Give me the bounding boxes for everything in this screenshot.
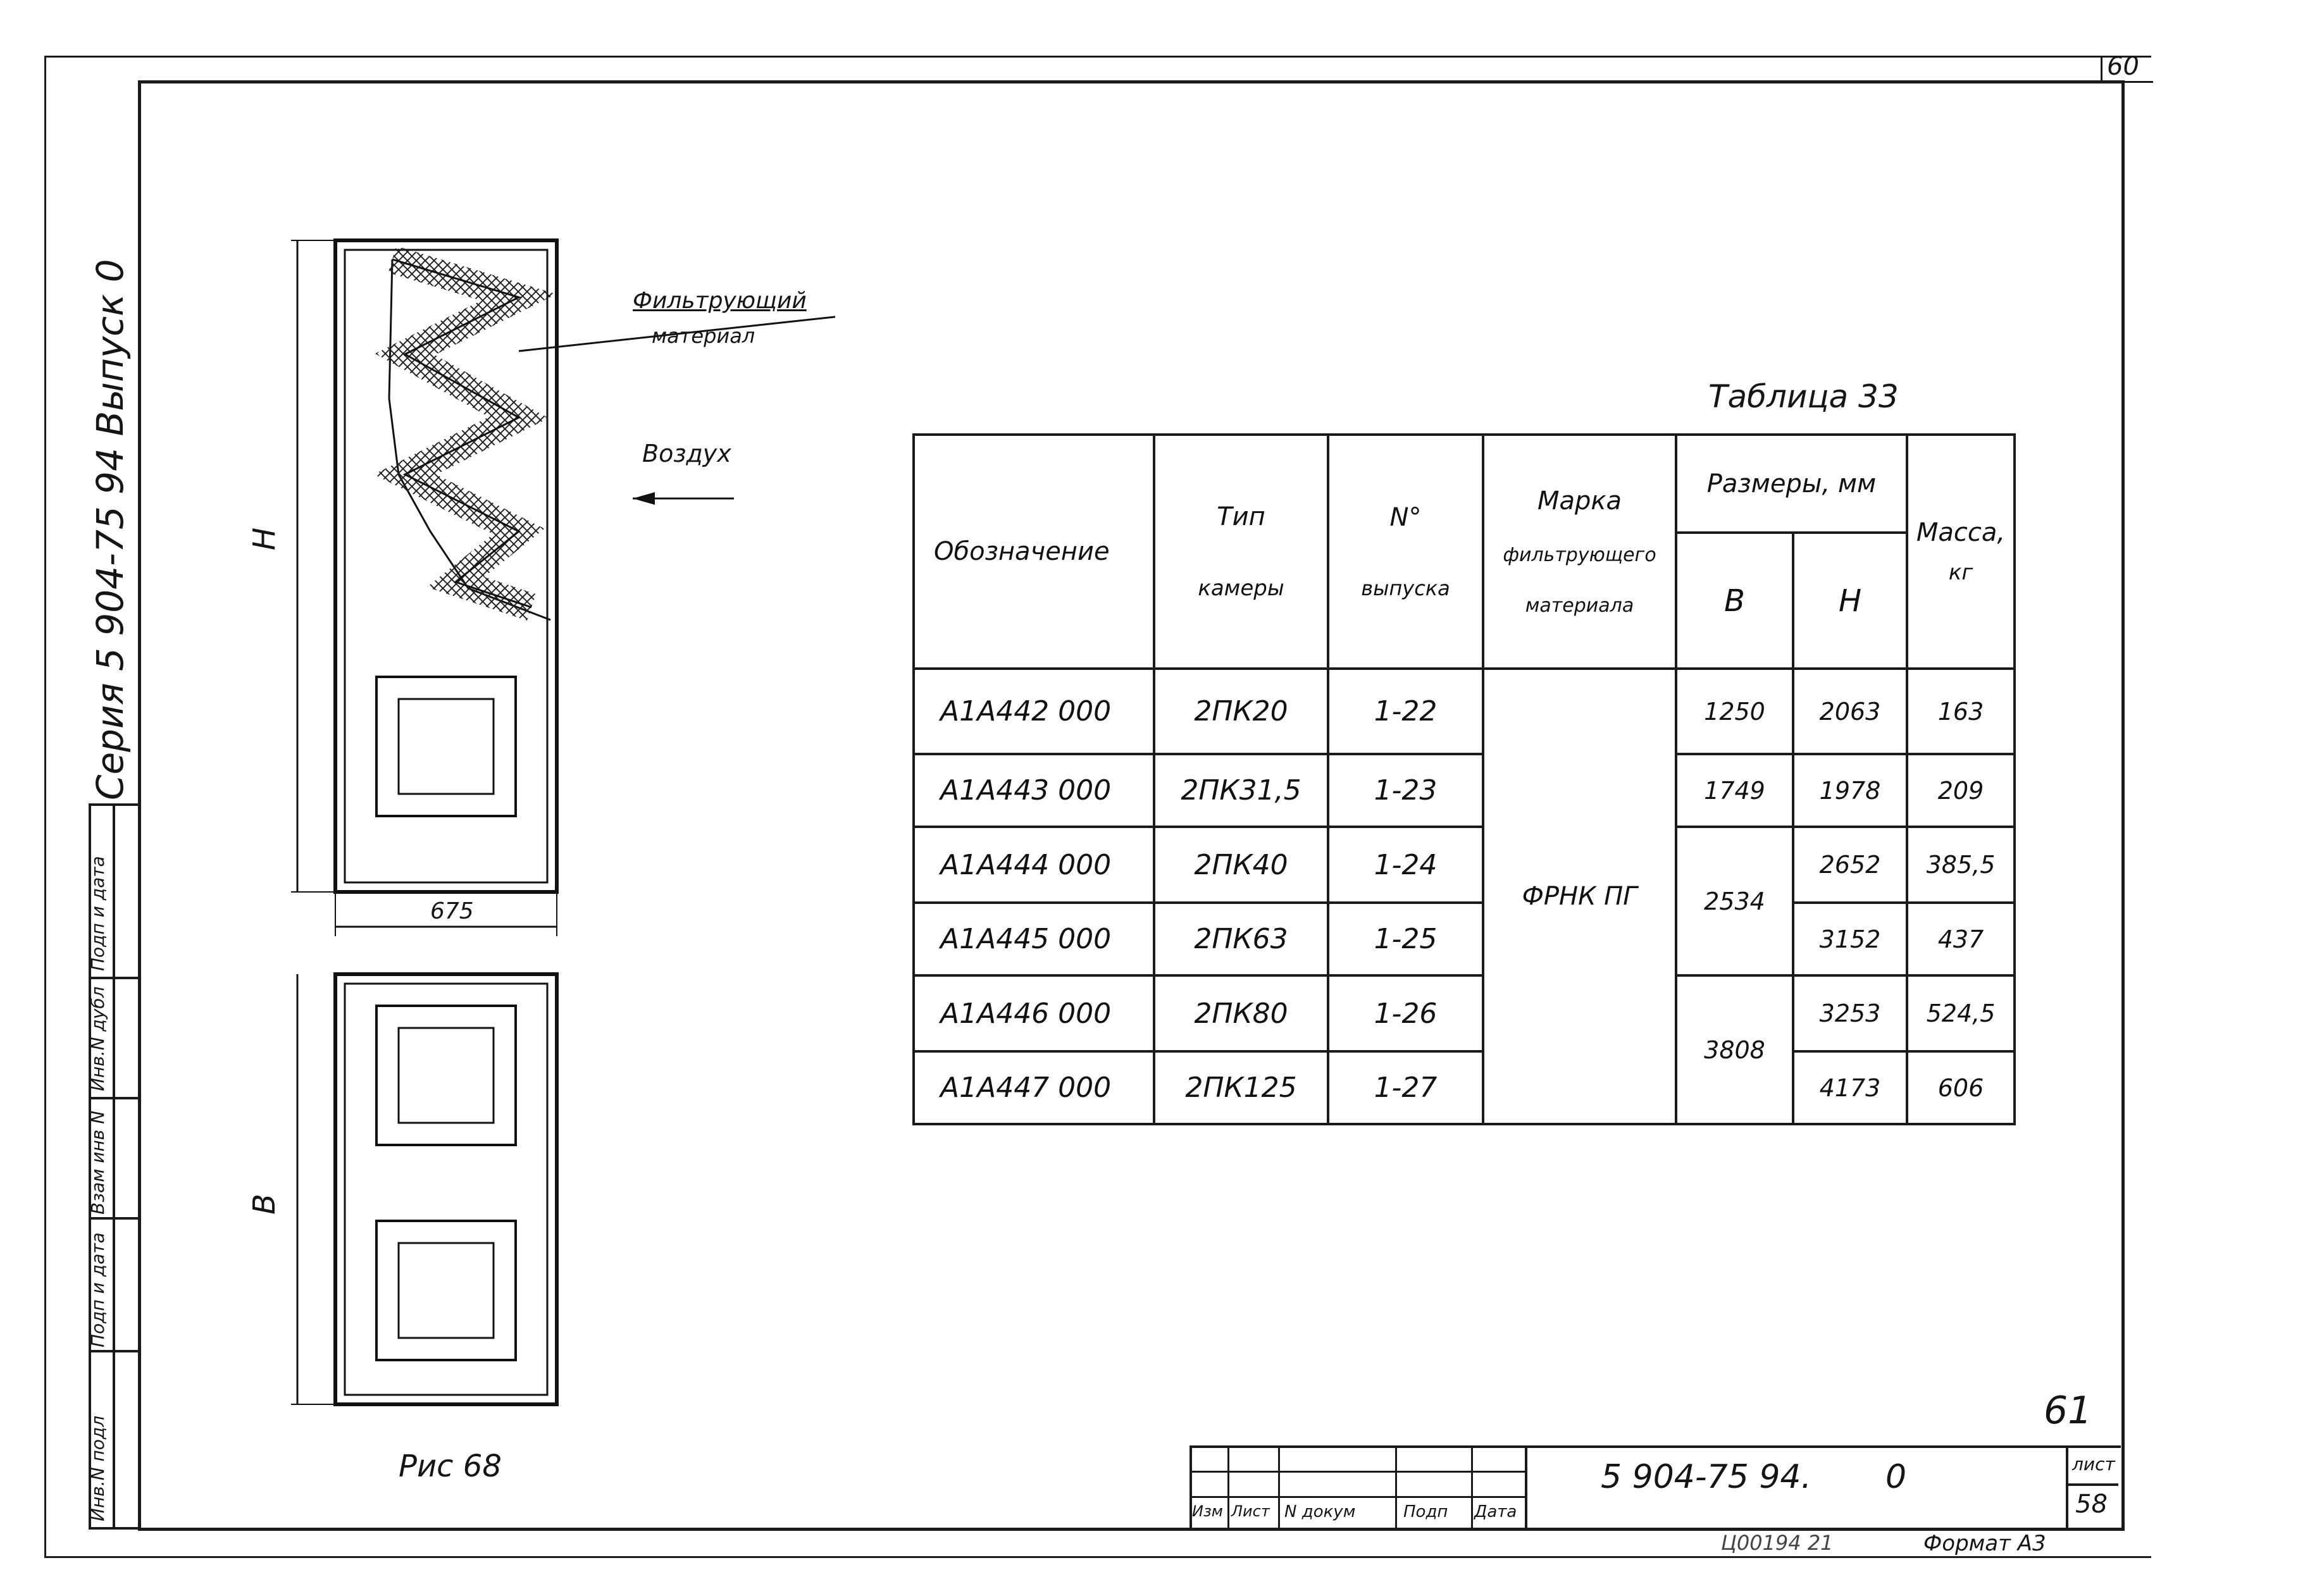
col-izm: Изм [1192,1502,1223,1520]
cell-type: 2ПК20 [1154,669,1328,754]
cell-mass: 163 [1907,669,2015,754]
header-mass-line1: Масса, [1916,518,2006,547]
outer-frame-left [44,56,46,1558]
cell-mass: 437 [1907,903,2015,975]
cell-designation: А1А443 000 [914,754,1154,827]
table-row [914,975,2015,1051]
outer-frame-top [44,56,2151,58]
title-block-sep [1525,1445,1527,1528]
dim-h: H [247,527,282,550]
cell-h: 2063 [1793,669,1907,754]
table-title: Таблица 33 [1708,378,1899,415]
header-type-line1: Тип [1217,502,1265,531]
corner-number: 60 [2107,52,2139,81]
figure-caption: Рис 68 [399,1449,502,1484]
filter-drawing [266,234,835,1430]
table-row [914,669,2015,754]
cell-b: 2534 [1676,827,1793,975]
side-stamp-podp-1: Подп и дата [87,1232,108,1347]
format-label: Формат А3 [1923,1531,2046,1556]
cell-h: 2652 [1793,827,1907,903]
cell-designation: А1А442 000 [914,669,1154,754]
filter-material-label-1: Фильтрующий [633,288,807,314]
cell-designation: А1А445 000 [914,903,1154,975]
side-stamp-inv-dubl: Инв.N дубл [87,986,108,1091]
cell-issue: 1-25 [1328,903,1483,975]
cell-h: 1978 [1793,754,1907,827]
table-row [914,903,2015,975]
side-stamp-vzam: Взам инв N [87,1110,108,1215]
col-podp: Подп [1403,1502,1448,1521]
header-mark-line1: Марка [1537,486,1622,516]
table-row [914,754,2015,827]
air-label: Воздух [642,440,731,467]
header-mark-line3: материала [1525,595,1634,617]
filter-material-label-2: материал [652,324,755,348]
title-block-sep [2066,1483,2118,1486]
side-stamp-podp-2: Подп и дата [87,856,108,971]
cell-material: ФРНК ПГ [1483,669,1676,1124]
side-series-title: Серия 5 904-75 94 Выпуск 0 [89,259,132,800]
document-issue: 0 [1885,1458,1907,1496]
header-mark [1483,435,1676,669]
cell-h: 3152 [1793,903,1907,975]
col-ndokum: N докум [1284,1502,1356,1521]
spec-table [912,433,2016,1125]
cell-designation: А1А447 000 [914,1051,1154,1124]
header-h: H [1793,533,1907,669]
sheet-number: 58 [2075,1490,2108,1519]
cell-h: 3253 [1793,975,1907,1051]
cell-issue: 1-23 [1328,754,1483,827]
header-dims: Размеры, мм [1676,435,1907,533]
cell-designation: А1А446 000 [914,975,1154,1051]
cell-b: 1250 [1676,669,1793,754]
dim-b: B [247,1194,282,1215]
header-mark-line2: фильтрующего [1503,544,1656,566]
col-data: Дата [1474,1502,1517,1521]
outer-frame-bottom [44,1556,2151,1558]
cell-designation: А1А444 000 [914,827,1154,903]
cell-issue: 1-22 [1328,669,1483,754]
cell-type: 2ПК80 [1154,975,1328,1051]
footer-code: Ц00194 21 [1721,1531,1834,1555]
document-code: 5 904-75 94. [1601,1458,1812,1496]
cell-mass: 385,5 [1907,827,2015,903]
side-stamp-inv-podl: Инв.N подл [87,1415,108,1521]
header-b: B [1676,533,1793,669]
header-designation: Обозначение [914,435,1154,669]
cell-issue: 1-26 [1328,975,1483,1051]
cell-b: 3808 [1676,975,1793,1124]
header-type [1154,435,1328,669]
dim-width: 675 [430,898,474,924]
cell-type: 2ПК40 [1154,827,1328,903]
header-issue-line2: выпуска [1361,576,1450,600]
table-row [914,1051,2015,1124]
header-type-line2: камеры [1198,576,1284,601]
header-mass [1907,435,2015,669]
header-issue-line1: N° [1389,503,1422,532]
col-list: Лист [1231,1502,1270,1520]
cell-mass: 606 [1907,1051,2015,1124]
cell-h: 4173 [1793,1051,1907,1124]
header-mass-line2: кг [1948,560,1973,585]
table-row [914,827,2015,903]
header-issue [1328,435,1483,669]
cell-mass: 209 [1907,754,2015,827]
title-block-sep [2066,1445,2068,1528]
cell-type: 2ПК63 [1154,903,1328,975]
cell-type: 2ПК125 [1154,1051,1328,1124]
cell-issue: 1-27 [1328,1051,1483,1124]
cell-mass: 524,5 [1907,975,2015,1051]
cell-type: 2ПК31,5 [1154,754,1328,827]
sheet-label: лист [2072,1454,2115,1475]
page-mark: 61 [2044,1389,2092,1433]
cell-b: 1749 [1676,754,1793,827]
cell-issue: 1-24 [1328,827,1483,903]
